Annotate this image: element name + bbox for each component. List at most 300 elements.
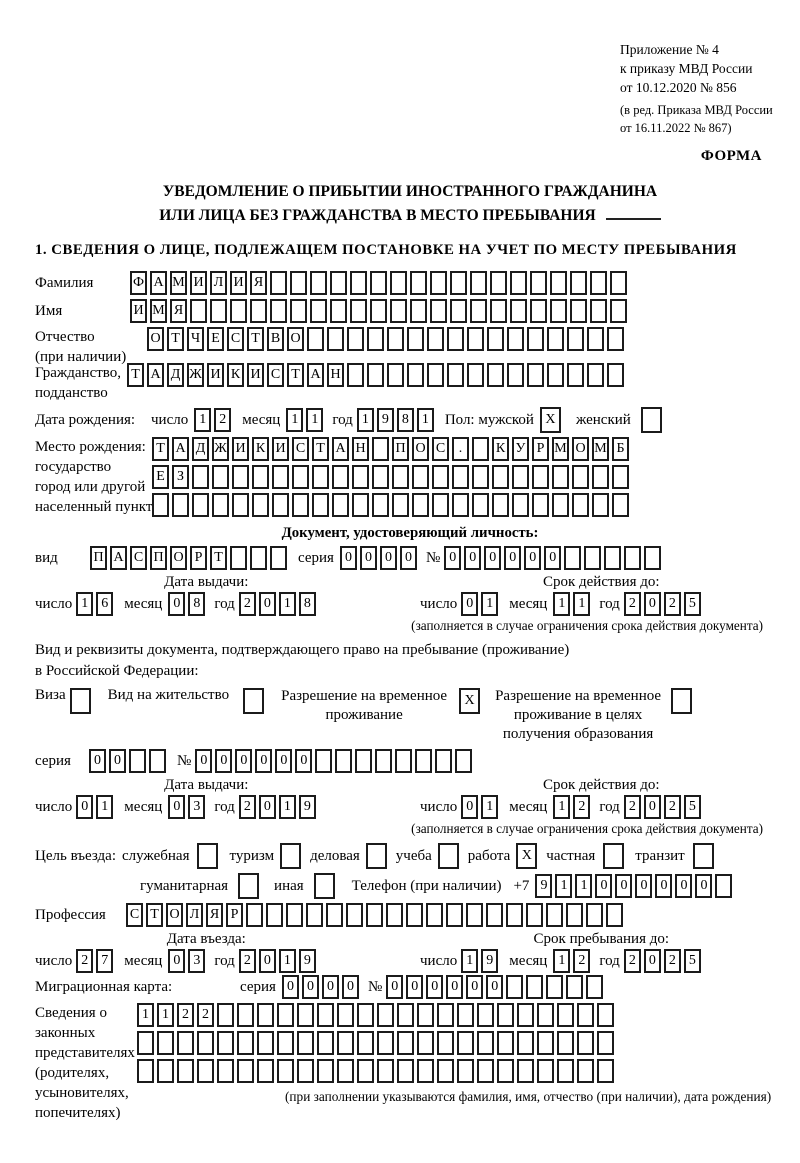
cell[interactable] [477,1003,494,1027]
cell[interactable]: 1 [573,592,590,616]
cell[interactable] [430,299,447,323]
cell[interactable]: Н [352,437,369,461]
cell[interactable] [197,843,218,869]
stay-day-cells[interactable] [461,949,501,973]
cell[interactable]: 5 [684,795,701,819]
cell[interactable] [272,493,289,517]
cell[interactable]: 0 [695,874,712,898]
cell[interactable] [570,299,587,323]
cell[interactable] [427,327,444,351]
birthplace-cells-row3[interactable] [152,493,632,517]
cell[interactable]: . [452,437,469,461]
cell[interactable] [450,271,467,295]
cell[interactable] [527,327,544,351]
cell[interactable] [192,493,209,517]
res-number-cells[interactable] [195,749,475,773]
cell[interactable] [470,299,487,323]
cell[interactable] [292,465,309,489]
cell[interactable]: А [307,363,324,387]
stay-month-cells[interactable] [553,949,593,973]
cell[interactable] [252,465,269,489]
cell[interactable] [280,843,301,869]
cell[interactable] [490,271,507,295]
temp-residence-edu-checkbox[interactable] [671,688,695,714]
id-number-cells[interactable] [444,546,664,570]
cell[interactable] [597,1031,614,1055]
cell[interactable]: 0 [89,749,106,773]
cell[interactable] [395,749,412,773]
cell[interactable] [507,363,524,387]
cell[interactable] [357,1059,374,1083]
cell[interactable]: А [147,363,164,387]
cell[interactable] [337,1003,354,1027]
cell[interactable] [426,903,443,927]
cell[interactable] [530,299,547,323]
cell[interactable]: 0 [595,874,612,898]
cell[interactable] [472,465,489,489]
cell[interactable] [572,493,589,517]
cell[interactable]: Р [226,903,243,927]
cell[interactable]: М [150,299,167,323]
cell[interactable]: 0 [275,749,292,773]
res-valid-day-cells[interactable] [461,795,501,819]
cell[interactable] [370,299,387,323]
cell[interactable] [310,271,327,295]
id-issue-year-cells[interactable] [239,592,319,616]
cell[interactable] [570,271,587,295]
purpose-study-checkbox[interactable] [438,843,462,869]
cell[interactable] [592,465,609,489]
cell[interactable] [210,299,227,323]
res-issue-day-cells[interactable] [76,795,116,819]
citizenship-cells[interactable] [127,363,627,387]
cell[interactable]: 0 [486,975,503,999]
cell[interactable] [230,546,247,570]
cell[interactable] [497,1031,514,1055]
cell[interactable] [526,903,543,927]
cell[interactable] [552,465,569,489]
cell[interactable]: 2 [573,795,590,819]
cell[interactable]: 0 [524,546,541,570]
cell[interactable]: 0 [195,749,212,773]
cell[interactable] [415,749,432,773]
cell[interactable] [693,843,714,869]
cell[interactable]: А [172,437,189,461]
cell[interactable] [346,903,363,927]
cell[interactable]: Р [190,546,207,570]
cell[interactable]: Е [207,327,224,351]
representatives-cells-row1[interactable] [137,1003,771,1027]
cell[interactable] [266,903,283,927]
cell[interactable]: Я [250,271,267,295]
cell[interactable]: 0 [168,949,185,973]
cell[interactable] [446,903,463,927]
cell[interactable] [317,1003,334,1027]
cell[interactable] [517,1003,534,1027]
cell[interactable] [217,1003,234,1027]
cell[interactable] [527,363,544,387]
cell[interactable]: 0 [340,546,357,570]
cell[interactable] [312,493,329,517]
cell[interactable] [410,271,427,295]
cell[interactable] [624,546,641,570]
cell[interactable] [455,749,472,773]
cell[interactable]: 1 [194,408,211,432]
cell[interactable] [377,1059,394,1083]
cell[interactable] [292,493,309,517]
cell[interactable] [315,749,332,773]
cell[interactable] [586,903,603,927]
cell[interactable] [237,1003,254,1027]
sex-male-checkbox[interactable] [540,407,564,433]
cell[interactable] [290,271,307,295]
cell[interactable]: М [170,271,187,295]
cell[interactable] [230,299,247,323]
cell[interactable]: Т [127,363,144,387]
cell[interactable] [512,465,529,489]
cell[interactable]: 0 [675,874,692,898]
cell[interactable]: 2 [624,949,641,973]
cell[interactable] [410,299,427,323]
cell[interactable] [552,493,569,517]
cell[interactable]: К [227,363,244,387]
cell[interactable]: 1 [575,874,592,898]
cell[interactable]: 1 [286,408,303,432]
cell[interactable] [603,843,624,869]
cell[interactable] [506,903,523,927]
cell[interactable] [337,1031,354,1055]
cell[interactable] [297,1003,314,1027]
cell[interactable] [606,903,623,927]
sex-female-checkbox[interactable] [641,407,665,433]
cell[interactable] [310,299,327,323]
profession-cells[interactable] [126,903,626,927]
cell[interactable]: О [412,437,429,461]
cell[interactable] [347,363,364,387]
cell[interactable] [397,1059,414,1083]
cell[interactable] [427,363,444,387]
cell[interactable]: 0 [255,749,272,773]
cell[interactable] [537,1003,554,1027]
cell[interactable] [306,903,323,927]
cell[interactable] [232,493,249,517]
cell[interactable]: 0 [380,546,397,570]
cell[interactable] [532,465,549,489]
cell[interactable] [246,903,263,927]
cell[interactable] [610,299,627,323]
cell[interactable] [406,903,423,927]
cell[interactable]: С [126,903,143,927]
cell[interactable] [417,1003,434,1027]
cell[interactable] [547,327,564,351]
cell[interactable]: Т [146,903,163,927]
cell[interactable] [137,1059,154,1083]
cell[interactable] [430,271,447,295]
representatives-cells-row2[interactable] [137,1031,771,1055]
cell[interactable] [537,1059,554,1083]
cell[interactable]: Ж [187,363,204,387]
cell[interactable]: 0 [406,975,423,999]
cell[interactable]: 0 [400,546,417,570]
cell[interactable] [572,465,589,489]
purpose-official-checkbox[interactable] [197,843,221,869]
cell[interactable]: Н [327,363,344,387]
cell[interactable]: Д [167,363,184,387]
cell[interactable] [470,271,487,295]
cell[interactable] [507,327,524,351]
cell[interactable]: 1 [417,408,434,432]
cell[interactable] [297,1031,314,1055]
cell[interactable] [197,1031,214,1055]
cell[interactable] [437,1059,454,1083]
cell[interactable] [450,299,467,323]
cell[interactable] [437,1031,454,1055]
cell[interactable] [270,546,287,570]
id-valid-day-cells[interactable] [461,592,501,616]
cell[interactable] [392,493,409,517]
cell[interactable]: 1 [461,949,478,973]
cell[interactable] [377,1031,394,1055]
cell[interactable]: 9 [299,949,316,973]
cell[interactable]: Ж [212,437,229,461]
cell[interactable] [367,363,384,387]
cell[interactable]: 0 [76,795,93,819]
cell[interactable] [497,1059,514,1083]
cell[interactable] [375,749,392,773]
cell[interactable]: И [247,363,264,387]
cell[interactable]: 9 [535,874,552,898]
cell[interactable] [644,546,661,570]
cell[interactable] [577,1003,594,1027]
cell[interactable]: 0 [109,749,126,773]
cell[interactable] [387,363,404,387]
birth-day-cells[interactable] [194,408,234,432]
cell[interactable] [372,493,389,517]
cell[interactable] [312,465,329,489]
id-valid-month-cells[interactable] [553,592,593,616]
cell[interactable]: У [512,437,529,461]
cell[interactable] [129,749,146,773]
cell[interactable] [392,465,409,489]
cell[interactable] [307,327,324,351]
cell[interactable]: 0 [282,975,299,999]
cell[interactable] [212,493,229,517]
cell[interactable] [370,271,387,295]
cell[interactable] [452,493,469,517]
cell[interactable] [577,1059,594,1083]
id-issue-month-cells[interactable] [168,592,208,616]
cell[interactable] [607,327,624,351]
cell[interactable]: 1 [157,1003,174,1027]
cell[interactable] [352,465,369,489]
cell[interactable]: 0 [464,546,481,570]
cell[interactable]: 0 [644,949,661,973]
cell[interactable] [237,1059,254,1083]
cell[interactable]: 0 [215,749,232,773]
cell[interactable] [546,903,563,927]
cell[interactable] [177,1059,194,1083]
cell[interactable] [604,546,621,570]
cell[interactable]: 2 [624,795,641,819]
cell[interactable] [417,1031,434,1055]
cell[interactable]: 0 [360,546,377,570]
representatives-cells-row3[interactable] [137,1059,771,1083]
cell[interactable]: 1 [279,592,296,616]
cell[interactable] [487,363,504,387]
cell[interactable] [212,465,229,489]
cell[interactable] [487,327,504,351]
cell[interactable] [590,299,607,323]
stay-year-cells[interactable] [624,949,704,973]
cell[interactable] [472,493,489,517]
cell[interactable]: 0 [444,546,461,570]
cell[interactable]: 2 [624,592,641,616]
entry-month-cells[interactable] [168,949,208,973]
cell[interactable] [257,1031,274,1055]
purpose-tourism-checkbox[interactable] [280,843,304,869]
cell[interactable]: 0 [342,975,359,999]
cell[interactable] [250,299,267,323]
cell[interactable]: 2 [573,949,590,973]
cell[interactable]: 0 [504,546,521,570]
cell[interactable]: 1 [553,949,570,973]
cell[interactable] [137,1031,154,1055]
cell[interactable] [526,975,543,999]
birth-year-cells[interactable] [357,408,437,432]
cell[interactable] [477,1031,494,1055]
cell[interactable]: 1 [553,592,570,616]
cell[interactable] [537,1031,554,1055]
cell[interactable] [347,327,364,351]
cell[interactable] [372,437,389,461]
cell[interactable]: 1 [481,795,498,819]
cell[interactable]: С [267,363,284,387]
cell[interactable]: 1 [555,874,572,898]
cell[interactable] [452,465,469,489]
migration-number-cells[interactable] [386,975,606,999]
surname-cells[interactable] [130,271,630,295]
cell[interactable] [607,363,624,387]
cell[interactable] [314,873,335,899]
cell[interactable] [330,299,347,323]
cell[interactable] [584,546,601,570]
cell[interactable]: Л [186,903,203,927]
cell[interactable] [477,1059,494,1083]
cell[interactable] [252,493,269,517]
cell[interactable] [355,749,372,773]
cell[interactable]: 2 [214,408,231,432]
cell[interactable]: К [252,437,269,461]
cell[interactable] [290,299,307,323]
cell[interactable]: В [267,327,284,351]
cell[interactable]: 0 [446,975,463,999]
cell[interactable]: 1 [279,795,296,819]
cell[interactable]: И [207,363,224,387]
cell[interactable] [457,1003,474,1027]
cell[interactable]: М [552,437,569,461]
cell[interactable]: С [227,327,244,351]
cell[interactable] [577,1031,594,1055]
cell[interactable]: З [172,465,189,489]
cell[interactable]: Т [287,363,304,387]
cell[interactable]: М [592,437,609,461]
cell[interactable] [447,327,464,351]
cell[interactable]: 2 [664,592,681,616]
cell[interactable] [517,1059,534,1083]
cell[interactable]: 9 [481,949,498,973]
cell[interactable]: X [516,843,537,869]
cell[interactable]: О [572,437,589,461]
res-valid-month-cells[interactable] [553,795,593,819]
cell[interactable] [172,493,189,517]
cell[interactable] [192,465,209,489]
cell[interactable]: 0 [235,749,252,773]
cell[interactable]: Е [152,465,169,489]
cell[interactable] [472,437,489,461]
cell[interactable]: Я [170,299,187,323]
cell[interactable]: 0 [466,975,483,999]
cell[interactable]: 0 [544,546,561,570]
cell[interactable]: 0 [644,795,661,819]
cell[interactable] [437,1003,454,1027]
cell[interactable] [317,1031,334,1055]
cell[interactable] [546,975,563,999]
cell[interactable] [467,327,484,351]
cell[interactable] [412,493,429,517]
cell[interactable]: Ч [187,327,204,351]
cell[interactable]: И [130,299,147,323]
cell[interactable] [366,903,383,927]
phone-cells[interactable] [535,874,735,898]
cell[interactable] [612,493,629,517]
birthplace-cells-row1[interactable] [152,437,632,461]
res-issue-year-cells[interactable] [239,795,319,819]
cell[interactable]: 0 [461,592,478,616]
cell[interactable]: 0 [168,795,185,819]
cell[interactable]: 0 [426,975,443,999]
cell[interactable] [332,493,349,517]
id-series-cells[interactable] [340,546,420,570]
cell[interactable]: Я [206,903,223,927]
cell[interactable] [272,465,289,489]
cell[interactable] [377,1003,394,1027]
cell[interactable]: 0 [461,795,478,819]
cell[interactable] [250,546,267,570]
cell[interactable] [326,903,343,927]
cell[interactable] [438,843,459,869]
cell[interactable]: 1 [96,795,113,819]
purpose-business-checkbox[interactable] [366,843,390,869]
purpose-private-checkbox[interactable] [603,843,627,869]
cell[interactable] [567,327,584,351]
given-name-cells[interactable] [130,299,630,323]
cell[interactable] [492,493,509,517]
cell[interactable] [337,1059,354,1083]
cell[interactable]: 0 [168,592,185,616]
birth-month-cells[interactable] [286,408,326,432]
res-valid-year-cells[interactable] [624,795,704,819]
cell[interactable]: 8 [188,592,205,616]
cell[interactable] [610,271,627,295]
cell[interactable] [590,271,607,295]
cell[interactable] [671,688,692,714]
cell[interactable] [486,903,503,927]
cell[interactable]: И [272,437,289,461]
cell[interactable] [592,493,609,517]
res-series-cells[interactable] [89,749,169,773]
entry-year-cells[interactable] [239,949,319,973]
cell[interactable]: Т [210,546,227,570]
